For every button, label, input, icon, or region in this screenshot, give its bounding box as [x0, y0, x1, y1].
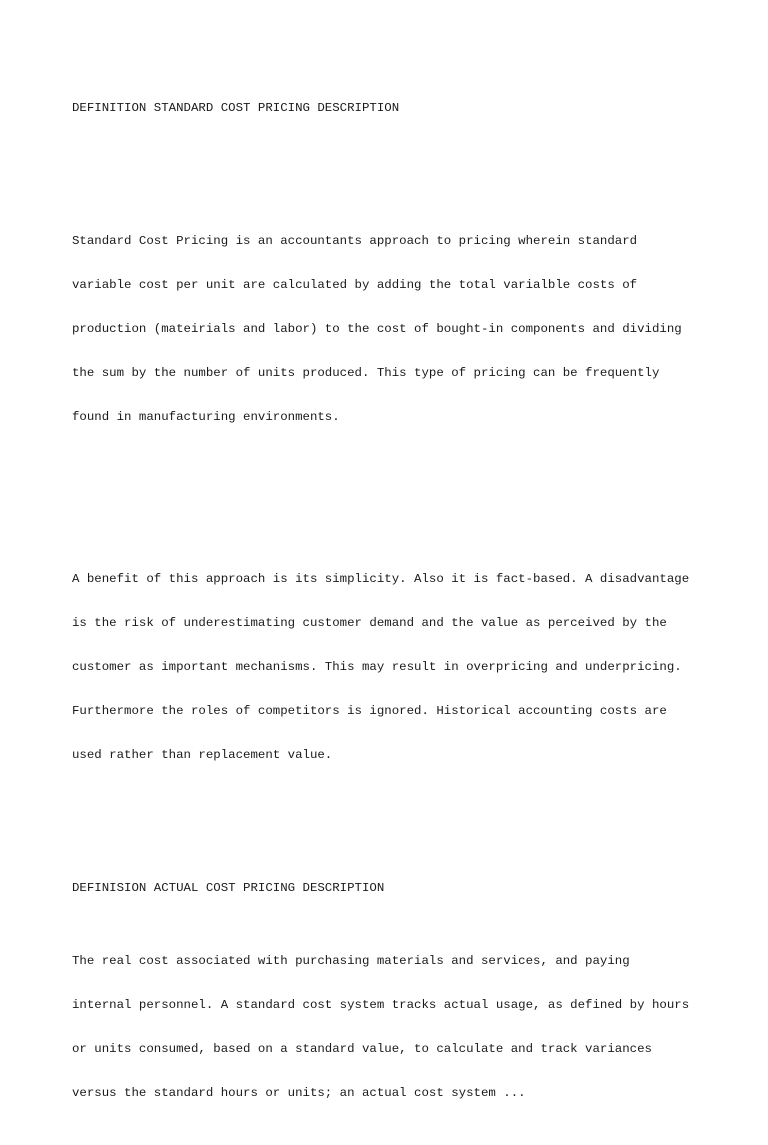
- text-line: the sum by the number of units produced. This type of pricing can be frequently: [72, 366, 660, 381]
- spacer: [72, 146, 712, 161]
- text-line: or units consumed, based on a standard value, to calculate and track variances: [72, 1042, 652, 1057]
- text-line: internal personnel. A standard cost system tracks actual usage, as defined by hours: [72, 998, 690, 1013]
- text-line: A benefit of this approach is its simplicity. Also it is fact-based. A disadvantage: [72, 571, 690, 586]
- heading-actual-cost: DEFINISION ACTUAL COST PRICING DESCRIPTION: [72, 880, 385, 895]
- text-line: customer as important mechanisms. This may result in overpricing and underpricing.: [72, 660, 682, 675]
- text-line: Furthermore the roles of competitors is ignored. Historical accounting costs are: [72, 704, 667, 719]
- paragraph-actual-cost-definition: [72, 925, 712, 1131]
- text-line: found in manufacturing environments.: [72, 410, 340, 425]
- text-line: production (mateirials and labor) to the cost of bought-in components and dividing: [72, 321, 682, 336]
- document-page: [72, 72, 712, 1145]
- paragraph-benefits-disadvantages: [72, 542, 712, 792]
- spacer: [72, 822, 712, 837]
- paragraph-standard-cost-definition: [72, 204, 712, 454]
- heading-standard-cost: DEFINITION STANDARD COST PRICING DESCRIPTION: [72, 101, 400, 116]
- text-line: variable cost per unit are calculated by adding the total varialble costs of: [72, 277, 638, 292]
- spacer: [72, 484, 712, 499]
- text-line: used rather than replacement value.: [72, 748, 333, 763]
- text-line: Standard Cost Pricing is an accountants approach to pricing wherein standard: [72, 233, 638, 248]
- text-line: The real cost associated with purchasing materials and services, and paying: [72, 954, 630, 969]
- text-line: is the risk of underestimating customer demand and the value as perceived by the: [72, 615, 667, 630]
- text-line: versus the standard hours or units; an actual cost system ...: [72, 1086, 526, 1101]
